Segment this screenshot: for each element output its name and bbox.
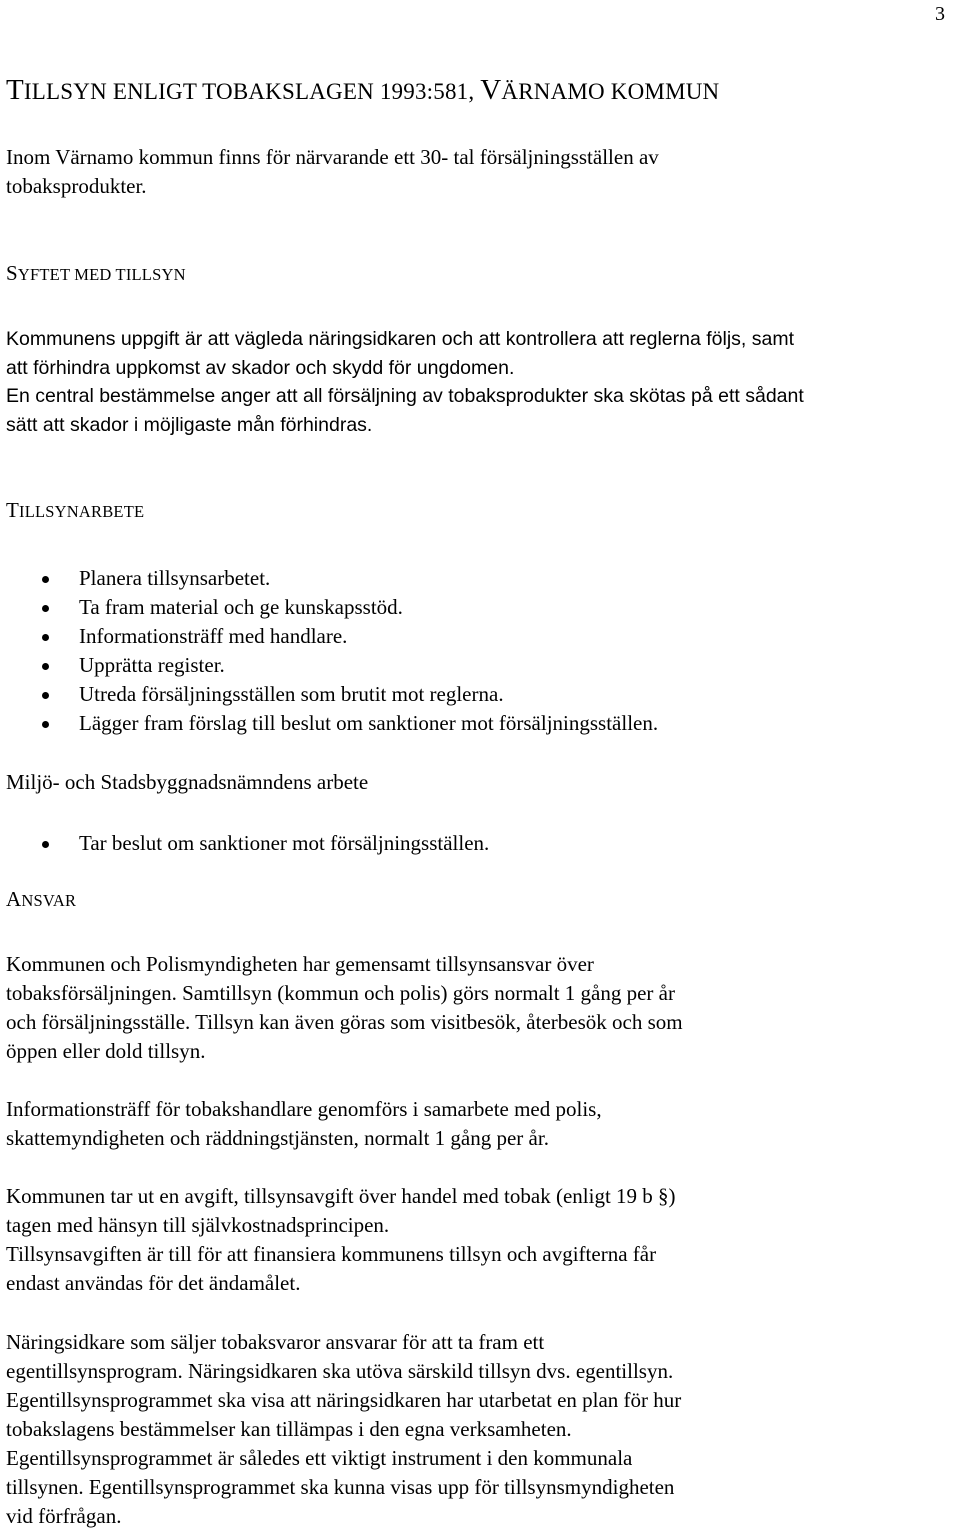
list-item-text: Upprätta register.: [79, 653, 225, 677]
heading-initial: A: [6, 887, 22, 911]
intro-line: tobaksprodukter.: [6, 174, 147, 198]
list-item: [0, 680, 950, 709]
paragraph-line: Kommunen tar ut en avgift, tillsynsavgift över handel med tobak (enligt 19 b §): [6, 1184, 676, 1208]
paragraph-line: sätt att skador i möjligaste mån förhindras.: [6, 414, 373, 436]
syfte-heading: [6, 260, 186, 288]
paragraph-line: vid förfrågan.: [6, 1504, 122, 1528]
ansvar-paragraph-3: [6, 1182, 946, 1298]
namnd-list: [0, 829, 950, 858]
paragraph-line: En central bestämmelse anger att all försäljning av tobaksprodukter ska skötas på ett sådant: [6, 385, 804, 407]
list-item: [0, 593, 950, 622]
paragraph-line: tobaksförsäljningen. Samtillsyn (kommun och polis) görs normalt 1 gång per år: [6, 981, 675, 1005]
list-item-text: Utreda försäljningsställen som brutit mot reglerna.: [79, 682, 504, 706]
tillsynarbete-list: [0, 564, 950, 738]
paragraph-line: egentillsynsprogram. Näringsidkaren ska utöva särskild tillsyn dvs. egentillsyn.: [6, 1359, 674, 1383]
heading-initial: S: [6, 261, 18, 285]
paragraph-line: skattemyndigheten och räddningstjänsten, normalt 1 gång per år.: [6, 1126, 549, 1150]
bullet-icon: [42, 576, 49, 583]
paragraph-line: Egentillsynsprogrammet är således ett viktigt instrument i den kommunala: [6, 1446, 633, 1470]
ansvar-paragraph-4: [6, 1328, 946, 1531]
paragraph-line: tobakslagens bestämmelser kan tillämpas i den egna verksamheten.: [6, 1417, 572, 1441]
paragraph-line: öppen eller dold tillsyn.: [6, 1039, 206, 1063]
paragraph-line: tagen med hänsyn till självkostnadsprincipen.: [6, 1213, 390, 1237]
paragraph-line: tillsynen. Egentillsynsprogrammet ska kunna visas upp för tillsynsmyndigheten: [6, 1475, 675, 1499]
paragraph-line: Kommunen och Polismyndigheten har gemensamt tillsynsansvar över: [6, 952, 594, 976]
bullet-icon: [42, 663, 49, 670]
heading-rest: NSVAR: [21, 891, 77, 910]
list-item-text: Informationsträff med handlare.: [79, 624, 348, 648]
intro-paragraph: [6, 143, 946, 201]
paragraph-line: och försäljningsställe. Tillsyn kan även göras som visitbesök, återbesök och som: [6, 1010, 683, 1034]
list-item: [0, 709, 950, 738]
title-rest-2: ÄRNAMO KOMMUN: [501, 79, 720, 104]
paragraph-line: Informationsträff för tobakshandlare genomförs i samarbete med polis,: [6, 1097, 602, 1121]
ansvar-heading: [6, 886, 76, 914]
heading-initial: T: [6, 498, 20, 522]
tillsynarbete-heading: [6, 497, 144, 525]
list-item: [0, 622, 950, 651]
paragraph-line: endast användas för det ändamålet.: [6, 1271, 301, 1295]
namnd-heading: Miljö- och Stadsbyggnadsnämndens arbete: [6, 770, 369, 794]
paragraph-line: Egentillsynsprogrammet ska visa att näringsidkaren har utarbetat en plan för hur: [6, 1388, 682, 1412]
list-item-text: Ta fram material och ge kunskapsstöd.: [79, 595, 403, 619]
list-item: [0, 564, 950, 593]
title-initial-1: T: [6, 74, 24, 106]
ansvar-paragraph-1: [6, 950, 946, 1066]
list-item-text: Lägger fram förslag till beslut om sanktioner mot försäljningsställen.: [79, 711, 659, 735]
list-item-text: Tar beslut om sanktioner mot försäljningsställen.: [79, 831, 490, 855]
bullet-icon: [42, 605, 49, 612]
title-initial-2: V: [480, 74, 502, 106]
title-rest-1: ILLSYN ENLIGT TOBAKSLAGEN 1993:581,: [23, 79, 481, 104]
bullet-icon: [42, 634, 49, 641]
heading-rest: ILLSYNARBETE: [19, 502, 145, 521]
heading-rest: YFTET MED TILLSYN: [17, 265, 186, 284]
syfte-paragraph-2: [6, 382, 946, 440]
intro-line: Inom Värnamo kommun finns för närvarande ett 30- tal försäljningsställen av: [6, 145, 659, 169]
paragraph-line: Kommunens uppgift är att vägleda näringsidkaren och att kontrollera att reglerna följs, samt: [6, 328, 795, 350]
list-item: [0, 651, 950, 680]
syfte-paragraph-1: [6, 325, 946, 383]
paragraph-line: Näringsidkare som säljer tobaksvaror ansvarar för att ta fram ett: [6, 1330, 545, 1354]
ansvar-paragraph-2: [6, 1095, 946, 1153]
list-item-text: Planera tillsynsarbetet.: [79, 566, 271, 590]
document-title: [6, 72, 719, 110]
list-item: [0, 829, 950, 858]
bullet-icon: [42, 841, 49, 848]
bullet-icon: [42, 721, 49, 728]
bullet-icon: [42, 692, 49, 699]
paragraph-line: Tillsynsavgiften är till för att finansiera kommunens tillsyn och avgifterna får: [6, 1242, 657, 1266]
paragraph-line: att förhindra uppkomst av skador och skydd för ungdomen.: [6, 357, 515, 379]
page-number: 3: [935, 3, 945, 25]
